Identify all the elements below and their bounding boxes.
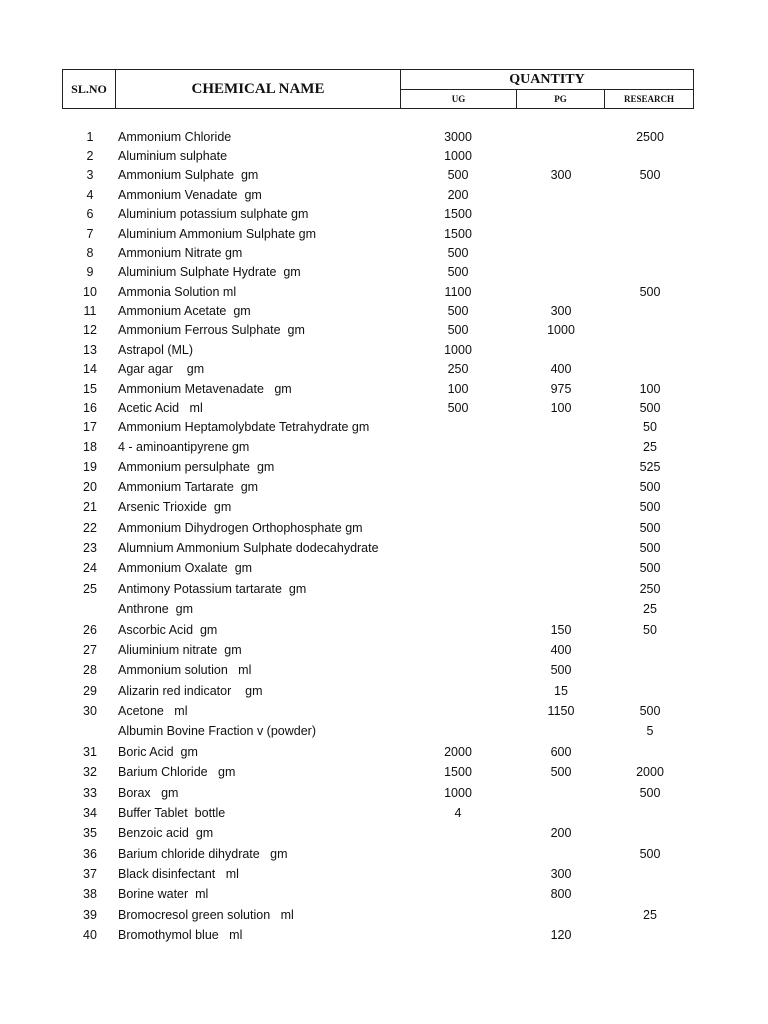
research-quantity: 2500 xyxy=(636,130,664,144)
table-header xyxy=(62,69,694,109)
table-row xyxy=(0,399,768,417)
table-row xyxy=(0,360,768,378)
pg-quantity: 300 xyxy=(550,168,572,182)
table-row xyxy=(0,641,768,659)
chemical-name: Borax gm xyxy=(118,786,179,800)
table-row xyxy=(0,722,768,740)
table-row xyxy=(0,621,768,639)
chemical-name: Ammonium Heptamolybdate Tetrahydrate gm xyxy=(118,420,370,434)
research-quantity: 50 xyxy=(643,420,657,434)
pg-quantity: 500 xyxy=(550,765,572,779)
chemical-name: Black disinfectant ml xyxy=(118,867,239,881)
ug-quantity: 1100 xyxy=(444,285,472,299)
research-quantity: 500 xyxy=(639,168,661,182)
chemical-name: Ammonium Metavenadate gm xyxy=(118,382,292,396)
pg-quantity: 150 xyxy=(550,623,572,637)
chemical-name: 4 - aminoantipyrene gm xyxy=(118,440,250,454)
sl-number: 27 xyxy=(83,643,97,657)
table-row xyxy=(0,321,768,339)
chemical-name: Anthrone gm xyxy=(118,602,194,616)
chemical-name: Acetic Acid ml xyxy=(118,401,203,415)
sl-number: 10 xyxy=(83,285,97,299)
chemical-name: Barium Chloride gm xyxy=(118,765,236,779)
chemical-name: Bromocresol green solution ml xyxy=(118,908,294,922)
ug-quantity: 500 xyxy=(447,323,469,337)
ug-quantity: 1000 xyxy=(444,149,472,163)
chemical-name: Antimony Potassium tartarate gm xyxy=(118,582,307,596)
table-row xyxy=(0,128,768,146)
sl-number: 9 xyxy=(86,265,94,279)
chemical-name: Alumnium Ammonium Sulphate dodecahydrate xyxy=(118,541,379,555)
chemical-name: Ammonium Dihydrogen Orthophosphate gm xyxy=(118,521,363,535)
sl-number: 17 xyxy=(83,420,97,434)
table-row xyxy=(0,539,768,557)
pg-quantity: 400 xyxy=(550,362,572,376)
ug-quantity: 4 xyxy=(454,806,462,820)
ug-quantity: 1000 xyxy=(444,786,472,800)
table-row xyxy=(0,438,768,456)
sl-number: 13 xyxy=(83,343,97,357)
table-row xyxy=(0,702,768,720)
chemical-name: Ammonium Tartarate gm xyxy=(118,480,259,494)
sl-number: 33 xyxy=(83,786,97,800)
header-slno: SL.NO xyxy=(63,70,116,108)
ug-quantity: 500 xyxy=(447,168,469,182)
table-row xyxy=(0,784,768,802)
sl-number: 28 xyxy=(83,663,97,677)
sl-number: 24 xyxy=(83,561,97,575)
chemical-name: Ammonium solution ml xyxy=(118,663,252,677)
ug-quantity: 250 xyxy=(447,362,469,376)
research-quantity: 500 xyxy=(639,561,661,575)
header-chemical-name: CHEMICAL NAME xyxy=(116,70,401,108)
chemical-name: Ammonium persulphate gm xyxy=(118,460,275,474)
chemical-name: Aluminium potassium sulphate gm xyxy=(118,207,309,221)
chemical-name: Ammonium Venadate gm xyxy=(118,188,262,202)
table-row xyxy=(0,580,768,598)
table-row xyxy=(0,283,768,301)
header-ug: UG xyxy=(401,90,517,108)
ug-quantity: 100 xyxy=(447,382,469,396)
pg-quantity: 600 xyxy=(550,745,572,759)
research-quantity: 500 xyxy=(639,285,661,299)
research-quantity: 5 xyxy=(646,724,654,738)
table-row xyxy=(0,478,768,496)
table-row xyxy=(0,600,768,618)
header-research: RESEARCH xyxy=(623,94,674,104)
table-row xyxy=(0,804,768,822)
pg-quantity: 15 xyxy=(554,684,568,698)
table-row xyxy=(0,380,768,398)
research-quantity: 500 xyxy=(639,786,661,800)
chemical-name: Ascorbic Acid gm xyxy=(118,623,218,637)
table-row xyxy=(0,263,768,281)
table-row xyxy=(0,418,768,436)
chemical-name: Agar agar gm xyxy=(118,362,205,376)
table-row xyxy=(0,926,768,944)
sl-number: 20 xyxy=(83,480,97,494)
research-quantity: 100 xyxy=(639,382,661,396)
sl-number: 11 xyxy=(83,304,97,318)
table-row xyxy=(0,166,768,184)
chemical-name: Ammonium Nitrate gm xyxy=(118,246,243,260)
chemical-name: Aluminium sulphate xyxy=(118,149,228,163)
chemical-name: Buffer Tablet bottle xyxy=(118,806,226,820)
table-row xyxy=(0,865,768,883)
sl-number: 26 xyxy=(83,623,97,637)
chemical-name: Ammonium Ferrous Sulphate gm xyxy=(118,323,305,337)
chemical-name: Benzoic acid gm xyxy=(118,826,214,840)
chemical-name: Ammonium Oxalate gm xyxy=(118,561,253,575)
sl-number: 18 xyxy=(83,440,97,454)
chemical-name: Bromothymol blue ml xyxy=(118,928,243,942)
research-quantity: 500 xyxy=(639,401,661,415)
table-row xyxy=(0,682,768,700)
table-row xyxy=(0,661,768,679)
sl-number: 23 xyxy=(83,541,97,555)
research-quantity: 250 xyxy=(639,582,661,596)
chemical-name: Ammonia Solution ml xyxy=(118,285,237,299)
ug-quantity: 3000 xyxy=(444,130,472,144)
chemical-name: Acetone ml xyxy=(118,704,188,718)
research-quantity: 2000 xyxy=(636,765,664,779)
sl-number: 22 xyxy=(83,521,97,535)
table-row xyxy=(0,186,768,204)
sl-number: 30 xyxy=(83,704,97,718)
ug-quantity: 2000 xyxy=(444,745,472,759)
chemical-name: Aluminium Ammonium Sulphate gm xyxy=(118,227,316,241)
ug-quantity: 1500 xyxy=(444,207,472,221)
pg-quantity: 200 xyxy=(550,826,572,840)
sl-number: 39 xyxy=(83,908,97,922)
sl-number: 34 xyxy=(83,806,97,820)
research-quantity: 500 xyxy=(639,847,661,861)
ug-quantity: 500 xyxy=(447,246,469,260)
sl-number: 32 xyxy=(83,765,97,779)
table-row xyxy=(0,458,768,476)
table-row xyxy=(0,743,768,761)
ug-quantity: 500 xyxy=(447,265,469,279)
sl-number: 37 xyxy=(83,867,97,881)
table-row xyxy=(0,244,768,262)
research-quantity: 500 xyxy=(639,521,661,535)
table-row xyxy=(0,302,768,320)
pg-quantity: 120 xyxy=(550,928,572,942)
chemical-name: Arsenic Trioxide gm xyxy=(118,500,232,514)
pg-quantity: 975 xyxy=(550,382,572,396)
ug-quantity: 500 xyxy=(447,401,469,415)
ug-quantity: 1500 xyxy=(444,227,472,241)
sl-number: 1 xyxy=(86,130,94,144)
sl-number: 31 xyxy=(83,745,97,759)
research-quantity: 50 xyxy=(643,623,657,637)
pg-quantity: 300 xyxy=(550,867,572,881)
sl-number: 16 xyxy=(83,401,97,415)
sl-number: 8 xyxy=(86,246,94,260)
research-quantity: 25 xyxy=(643,908,657,922)
pg-quantity: 300 xyxy=(550,304,572,318)
pg-quantity: 1000 xyxy=(547,323,575,337)
ug-quantity: 200 xyxy=(447,188,469,202)
sl-number: 29 xyxy=(83,684,97,698)
research-quantity: 500 xyxy=(639,704,661,718)
research-quantity: 500 xyxy=(639,500,661,514)
pg-quantity: 400 xyxy=(550,643,572,657)
table-row xyxy=(0,824,768,842)
pg-quantity: 100 xyxy=(550,401,572,415)
chemical-name: Ammonium Acetate gm xyxy=(118,304,251,318)
sl-number: 15 xyxy=(83,382,97,396)
chemical-name: Ammonium Sulphate gm xyxy=(118,168,259,182)
sl-number: 6 xyxy=(86,207,94,221)
table-row xyxy=(0,885,768,903)
research-quantity: 500 xyxy=(639,480,661,494)
sl-number: 19 xyxy=(83,460,97,474)
ug-quantity: 1000 xyxy=(444,343,472,357)
table-row xyxy=(0,559,768,577)
chemical-name: Alizarin red indicator gm xyxy=(118,684,263,698)
ug-quantity: 1500 xyxy=(444,765,472,779)
sl-number: 38 xyxy=(83,887,97,901)
chemical-name: Barium chloride dihydrate gm xyxy=(118,847,288,861)
table-row xyxy=(0,906,768,924)
table-row xyxy=(0,763,768,781)
chemical-name: Astrapol (ML) xyxy=(118,343,194,357)
pg-quantity: 1150 xyxy=(547,704,575,718)
pg-quantity: 500 xyxy=(550,663,572,677)
table-row xyxy=(0,498,768,516)
pg-quantity: 800 xyxy=(550,887,572,901)
sl-number: 36 xyxy=(83,847,97,861)
table-row xyxy=(0,519,768,537)
sl-number: 40 xyxy=(83,928,97,942)
chemical-name: Aliuminium nitrate gm xyxy=(118,643,242,657)
chemical-name: Albumin Bovine Fraction v (powder) xyxy=(118,724,316,738)
chemical-name: Borine water ml xyxy=(118,887,209,901)
sl-number: 21 xyxy=(83,500,97,514)
sl-number: 4 xyxy=(86,188,94,202)
header-quantity: QUANTITY xyxy=(401,70,693,90)
table-row xyxy=(0,341,768,359)
research-quantity: 500 xyxy=(639,541,661,555)
sl-number: 14 xyxy=(83,362,97,376)
research-quantity: 25 xyxy=(643,440,657,454)
table-row xyxy=(0,205,768,223)
sl-number: 7 xyxy=(86,227,94,241)
sl-number: 35 xyxy=(83,826,97,840)
chemical-name: Boric Acid gm xyxy=(118,745,198,759)
sl-number: 25 xyxy=(83,582,97,596)
chemical-name: Ammonium Chloride xyxy=(118,130,232,144)
table-row xyxy=(0,845,768,863)
ug-quantity: 500 xyxy=(447,304,469,318)
table-row xyxy=(0,225,768,243)
table-row xyxy=(0,147,768,165)
research-quantity: 525 xyxy=(639,460,661,474)
sl-number: 3 xyxy=(86,168,94,182)
sl-number: 2 xyxy=(86,149,94,163)
header-pg: PG xyxy=(517,90,605,108)
sl-number: 12 xyxy=(83,323,97,337)
research-quantity: 25 xyxy=(643,602,657,616)
chemical-name: Aluminium Sulphate Hydrate gm xyxy=(118,265,301,279)
